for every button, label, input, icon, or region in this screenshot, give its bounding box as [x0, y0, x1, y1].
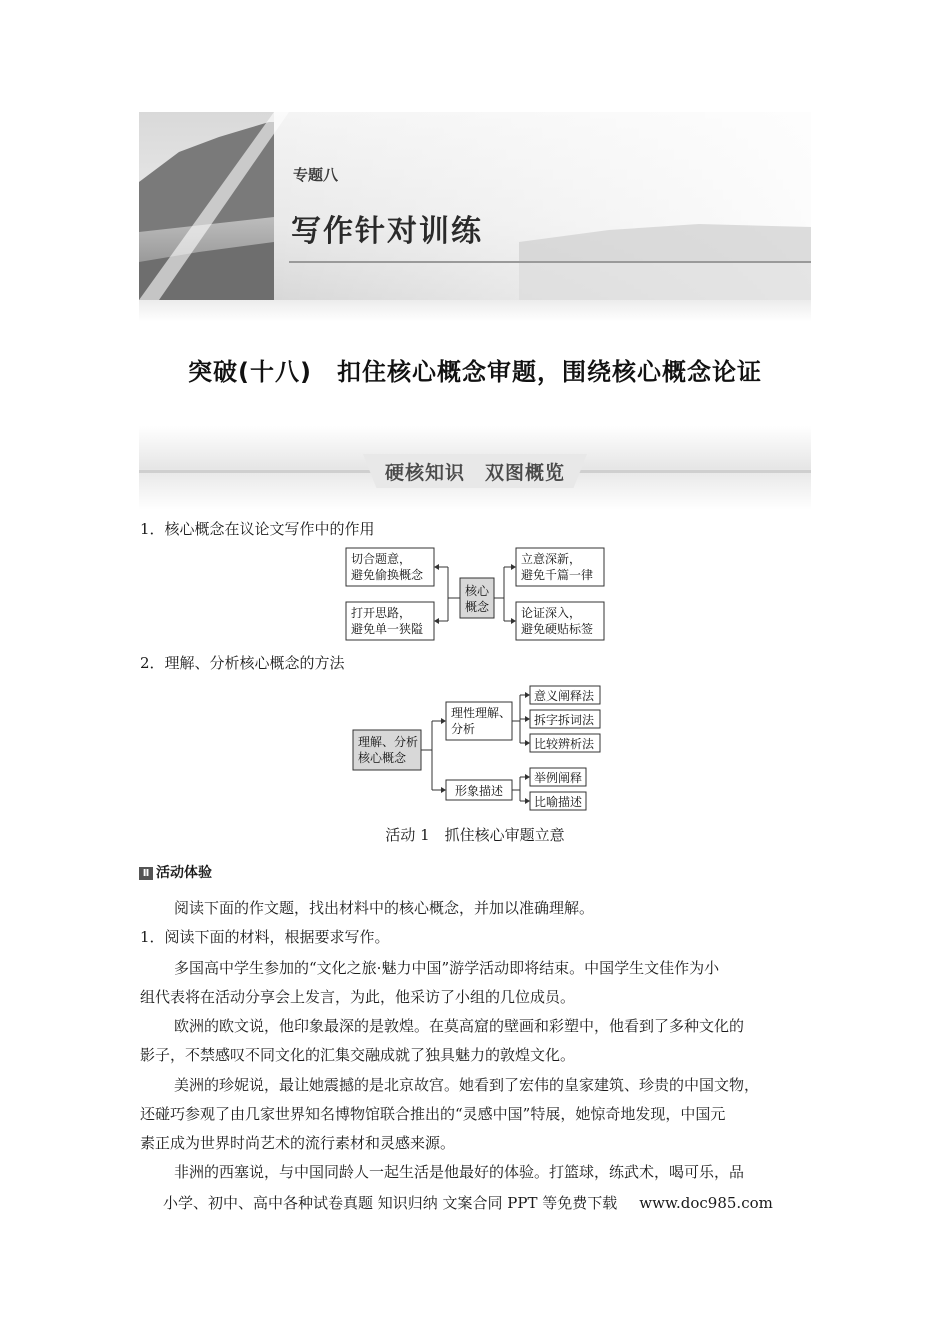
body-line: 影子，不禁感叹不同文化的汇集交融成就了独具魅力的敦煌文化。: [140, 1046, 576, 1064]
footer-url-link[interactable]: www.doc985.com: [639, 1194, 773, 1212]
analysis-method-diagram: [350, 684, 610, 812]
body-line: 欧洲的欧文说，他印象最深的是敦煌。在莫高窟的壁画和彩塑中，他看到了多种文化的: [174, 1017, 745, 1035]
diagram1-center-line1: 核心: [465, 584, 490, 598]
body-line: 素正成为世界时尚艺术的流行素材和灵感来源。: [140, 1134, 456, 1152]
activity-experience-heading: [139, 862, 212, 882]
diagram1-left-bottom-line2: 避免单一狭隘: [351, 622, 424, 636]
chapter-title: 写作针对训练: [291, 214, 483, 249]
diagram2-branch2-label: 形象描述: [455, 784, 504, 798]
diagram2-branch1-line1: 理性理解、: [451, 706, 512, 720]
footer: [163, 1192, 773, 1213]
body-line: 还碰巧参观了由几家世界知名博物馆联合推出的“灵感中国”特展，她惊奇地发现，中国元: [140, 1105, 726, 1123]
diagram1-left-top-line2: 避免偷换概念: [351, 568, 424, 582]
chapter-subtitle: 专题八: [293, 166, 339, 184]
diagram2-root-line2: 核心概念: [358, 751, 407, 765]
footer-text: 小学、初中、高中各种试卷真题 知识归纳 文案合同 PPT 等免费下载: [163, 1194, 618, 1212]
diagram2-item-label: 举例阐释: [534, 771, 583, 785]
section-banner: [139, 426, 811, 510]
core-concept-diagram: [340, 546, 610, 642]
section-marker-icon: Ⅱ: [139, 867, 153, 880]
activity-experience-label: 活动体验: [156, 865, 212, 881]
body-line: 非洲的西塞说，与中国同龄人一起生活是他最好的体验。打篮球，练武术，喝可乐，品: [174, 1163, 745, 1181]
banner-shadow: [139, 300, 811, 322]
body-line: 多国高中学生参加的“文化之旅·魅力中国”游学活动即将结束。中国学生文佳作为小: [174, 959, 720, 977]
diagram1-left-bottom-line1: 打开思路，: [351, 606, 412, 620]
chapter-banner: [139, 112, 811, 300]
body-line: 组代表将在活动分享会上发言，为此，他采访了小组的几位成员。: [140, 988, 576, 1006]
diagram1-right-bottom-line2: 避免硬贴标签: [521, 622, 594, 636]
diagram1-center-line2: 概念: [465, 600, 490, 614]
diagram2-item-label: 比喻描述: [534, 795, 583, 809]
diagram1-right-top-line1: 立意深新，: [521, 552, 582, 566]
diagram1-right-bottom-line1: 论证深入，: [521, 606, 582, 620]
section2-heading: 2．理解、分析核心概念的方法: [140, 654, 345, 672]
diagram2-root-line1: 理解、分析: [358, 735, 419, 749]
page-title: 突破(十八) 扣住核心概念审题，围绕核心概念论证: [188, 358, 762, 386]
activity-title: 活动 1 抓住核心审题立意: [385, 826, 565, 844]
diagram2-item-label: 比较辨析法: [534, 737, 595, 751]
diagram1-left-top-line1: 切合题意，: [351, 552, 412, 566]
section-banner-label: 硬核知识 双图概览: [384, 462, 565, 484]
diagram2-item-label: 拆字拆词法: [534, 713, 595, 727]
section1-heading: 1．核心概念在议论文写作中的作用: [140, 520, 375, 538]
banner-divider: [289, 261, 811, 263]
diagram1-right-top-line2: 避免千篇一律: [521, 568, 594, 582]
body-line: 美洲的珍妮说，最让她震撼的是北京故宫。她看到了宏伟的皇家建筑、珍贵的中国文物，: [174, 1076, 760, 1094]
diagram2-item-label: 意义阐释法: [534, 689, 595, 703]
diagram2-branch1-line2: 分析: [451, 722, 476, 736]
question-1: 1．阅读下面的材料，根据要求写作。: [140, 928, 390, 946]
intro-paragraph: 阅读下面的作文题，找出材料中的核心概念，并加以准确理解。: [174, 899, 595, 917]
